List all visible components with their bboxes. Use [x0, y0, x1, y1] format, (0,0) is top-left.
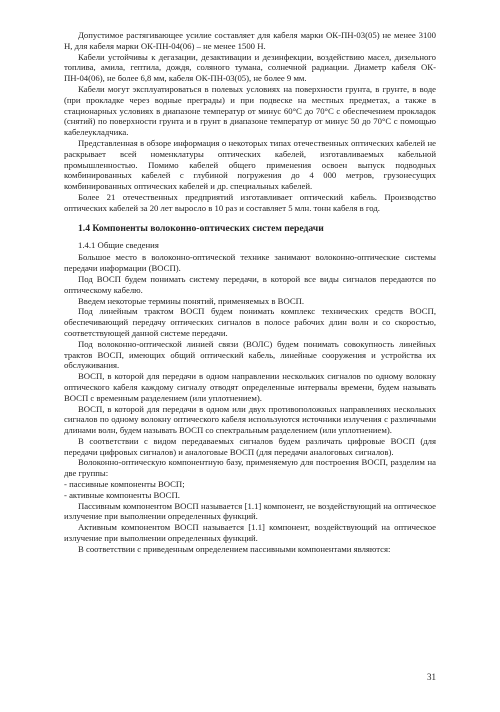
paragraph: Представленная в обзоре информация о некоторых типах отечественных оптических кабелей не раскрывает всей номенклатуры оптических кабелей, изготавливаемых кабельной промышленностью. Помимо кабелей общего применения освоен выпуск подводных комбинированных кабелей с глубиной погружения до 4 000 метров, грузонесущих комбинированных оптических кабелей и др. специальных кабелей. [64, 137, 436, 192]
paragraph: Более 21 отечественных предприятий изготавливает оптический кабель. Производство оптических кабелей за 20 лет выросло в 10 раз и составляет 5 млн. тонн кабеля в год. [64, 191, 436, 213]
paragraph: Волоконно-оптическую компонентную базу, применяемую для построения ВОСП, разделим на две группы: [64, 457, 436, 479]
paragraph: Под ВОСП будем понимать систему передачи, в которой все виды сигналов передаются по оптическому кабелю. [64, 273, 436, 295]
paragraph: ВОСП, в которой для передачи в одном направлении нескольких сигналов по одному волокну оптического кабеля каждому сигналу отводят определенные интервалы времени, будем называть ВОСП с временным разделением (или уплотнением). [64, 371, 436, 403]
paragraph: Допустимое растягивающее усилие составляет для кабеля марки ОК-ПН-03(05) не менее 3100 Н, для кабеля марки ОК-ПН-04(06) – не менее 1500 Н. [64, 30, 436, 51]
paragraph: Активным компонентом ВОСП называется [1.1] компонент, воздействующий на оптическое излучение при выполнении определенных функций. [64, 522, 436, 544]
page-body [64, 30, 436, 555]
paragraph: Под линейным трактом ВОСП будем понимать комплекс технических средств ВОСП, обеспечивающий передачу оптических сигналов в полосе рабочих длин волн и со скоростью, соответствующей данной системе передачи. [64, 306, 436, 338]
subsection-heading: 1.4.1 Общие сведения [78, 239, 159, 250]
page-number: 31 [427, 672, 436, 682]
paragraph: ВОСП, в которой для передачи в одном или двух противоположных направлениях нескольких сигналов по одному волокну оптического кабеля используются источники излучения с различными длинами волн, будем называть ВОСП со спектральным разделением (или уплотнением). [64, 403, 436, 436]
section-heading: 1.4 Компоненты волоконно-оптических систем передачи [78, 222, 324, 234]
paragraph: В соответствии с приведенным определением пассивными компонентами являются: [78, 543, 391, 554]
paragraph: Пассивным компонентом ВОСП называется [1.1] компонент, не воздействующий на оптическое излучение при выполнении определенных функций. [64, 500, 436, 522]
paragraph: Введем некоторые термины понятий, применяемых в ВОСП. [78, 295, 305, 306]
list-item: - активные компоненты ВОСП. [64, 489, 180, 500]
paragraph: Большое место в волоконно-оптической технике занимают волоконно-оптические системы передачи информации (ВОСП). [64, 252, 436, 274]
list-item: - пассивные компоненты ВОСП; [64, 479, 185, 490]
paragraph: Кабели устойчивы к дегазации, дезактивации и дезинфекции, воздействию масел, дизельного топлива, амила, гептила, дождя, соляного тумана, солнечной радиации. Диаметр кабеля ОК-ПН-04(06), не более 6,8 мм, кабеля ОК-ПН-03(05), не более 9 мм. [64, 51, 436, 84]
paragraph: Кабели могут эксплуатироваться в полевых условиях на поверхности грунта, в грунте, в воде (при прокладке через водные преграды) и при подвеске на местных предметах, а также в стационарных условиях в диапазоне температур от минус 60°С до 70°С с обеспечением прокладок (снятий) по поверхности грунта и в грунт в диапазоне температур от минус 50 до 70°С с помощью кабелеукладчика. [64, 83, 436, 138]
paragraph: В соответствии с видом передаваемых сигналов будем различать цифровые ВОСП (для передачи цифровых сигналов) и аналоговые ВОСП (для передачи аналоговых сигналов). [64, 435, 436, 457]
paragraph: Под волоконно-оптической линией связи (ВОЛС) будем понимать совокупность линейных трактов ВОСП, имеющих общий оптический кабель, линейные сооружения и устройства их обслуживания. [64, 338, 436, 371]
